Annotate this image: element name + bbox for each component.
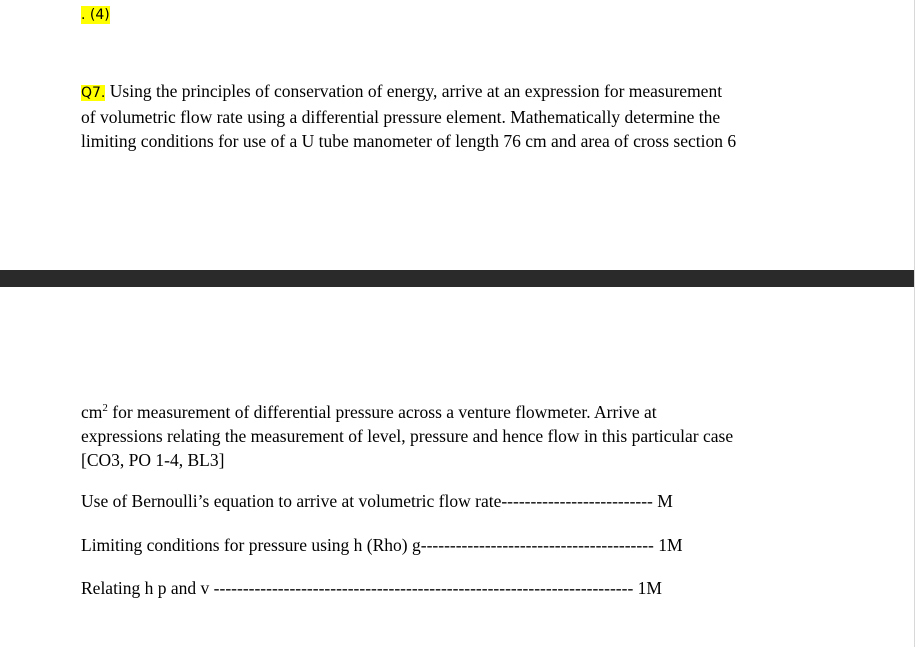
page-separator	[0, 270, 920, 287]
continuation-line-1	[81, 400, 733, 424]
unit-cm: cm	[81, 402, 103, 422]
question-paragraph	[81, 79, 736, 153]
continuation-line-2: expressions relating the measurement of level, pressure and hence flow in this particular case	[81, 426, 734, 446]
document-page-bottom	[0, 287, 914, 647]
question-continuation-paragraph	[81, 400, 733, 472]
question-line-1	[81, 79, 736, 105]
continuation-line-1-text: for measurement of differential pressure across a venture flowmeter. Arrive at	[107, 402, 657, 422]
scheme-row-bernoulli: Use of Bernoulli’s equation to arrive at volumetric flow rate-------------------------- M	[81, 491, 673, 511]
continuation-line-3: [CO3, PO 1-4, BL3]	[81, 450, 225, 470]
question-line-2: of volumetric flow rate using a differential pressure element. Mathematically determine the	[81, 107, 721, 127]
question-line-3: limiting conditions for use of a U tube manometer of length 76 cm and area of cross section 6	[81, 131, 737, 151]
scheme-row-limiting-conditions: Limiting conditions for pressure using h (Rho) g---------------------------------------- 1M	[81, 535, 683, 555]
superscript-2: 2	[102, 402, 108, 415]
question-label-highlighted: Q7.	[81, 85, 106, 101]
list-marker-highlighted: . (4)	[81, 7, 110, 23]
document-page-top	[0, 0, 914, 270]
page-right-edge	[914, 0, 920, 647]
question-line-1-text: Using the principles of conservation of energy, arrive at an expression for measurement	[105, 81, 723, 101]
scheme-row-relating-hpv: Relating h p and v ------------------------------------------------------------------------ 1M	[81, 578, 662, 598]
